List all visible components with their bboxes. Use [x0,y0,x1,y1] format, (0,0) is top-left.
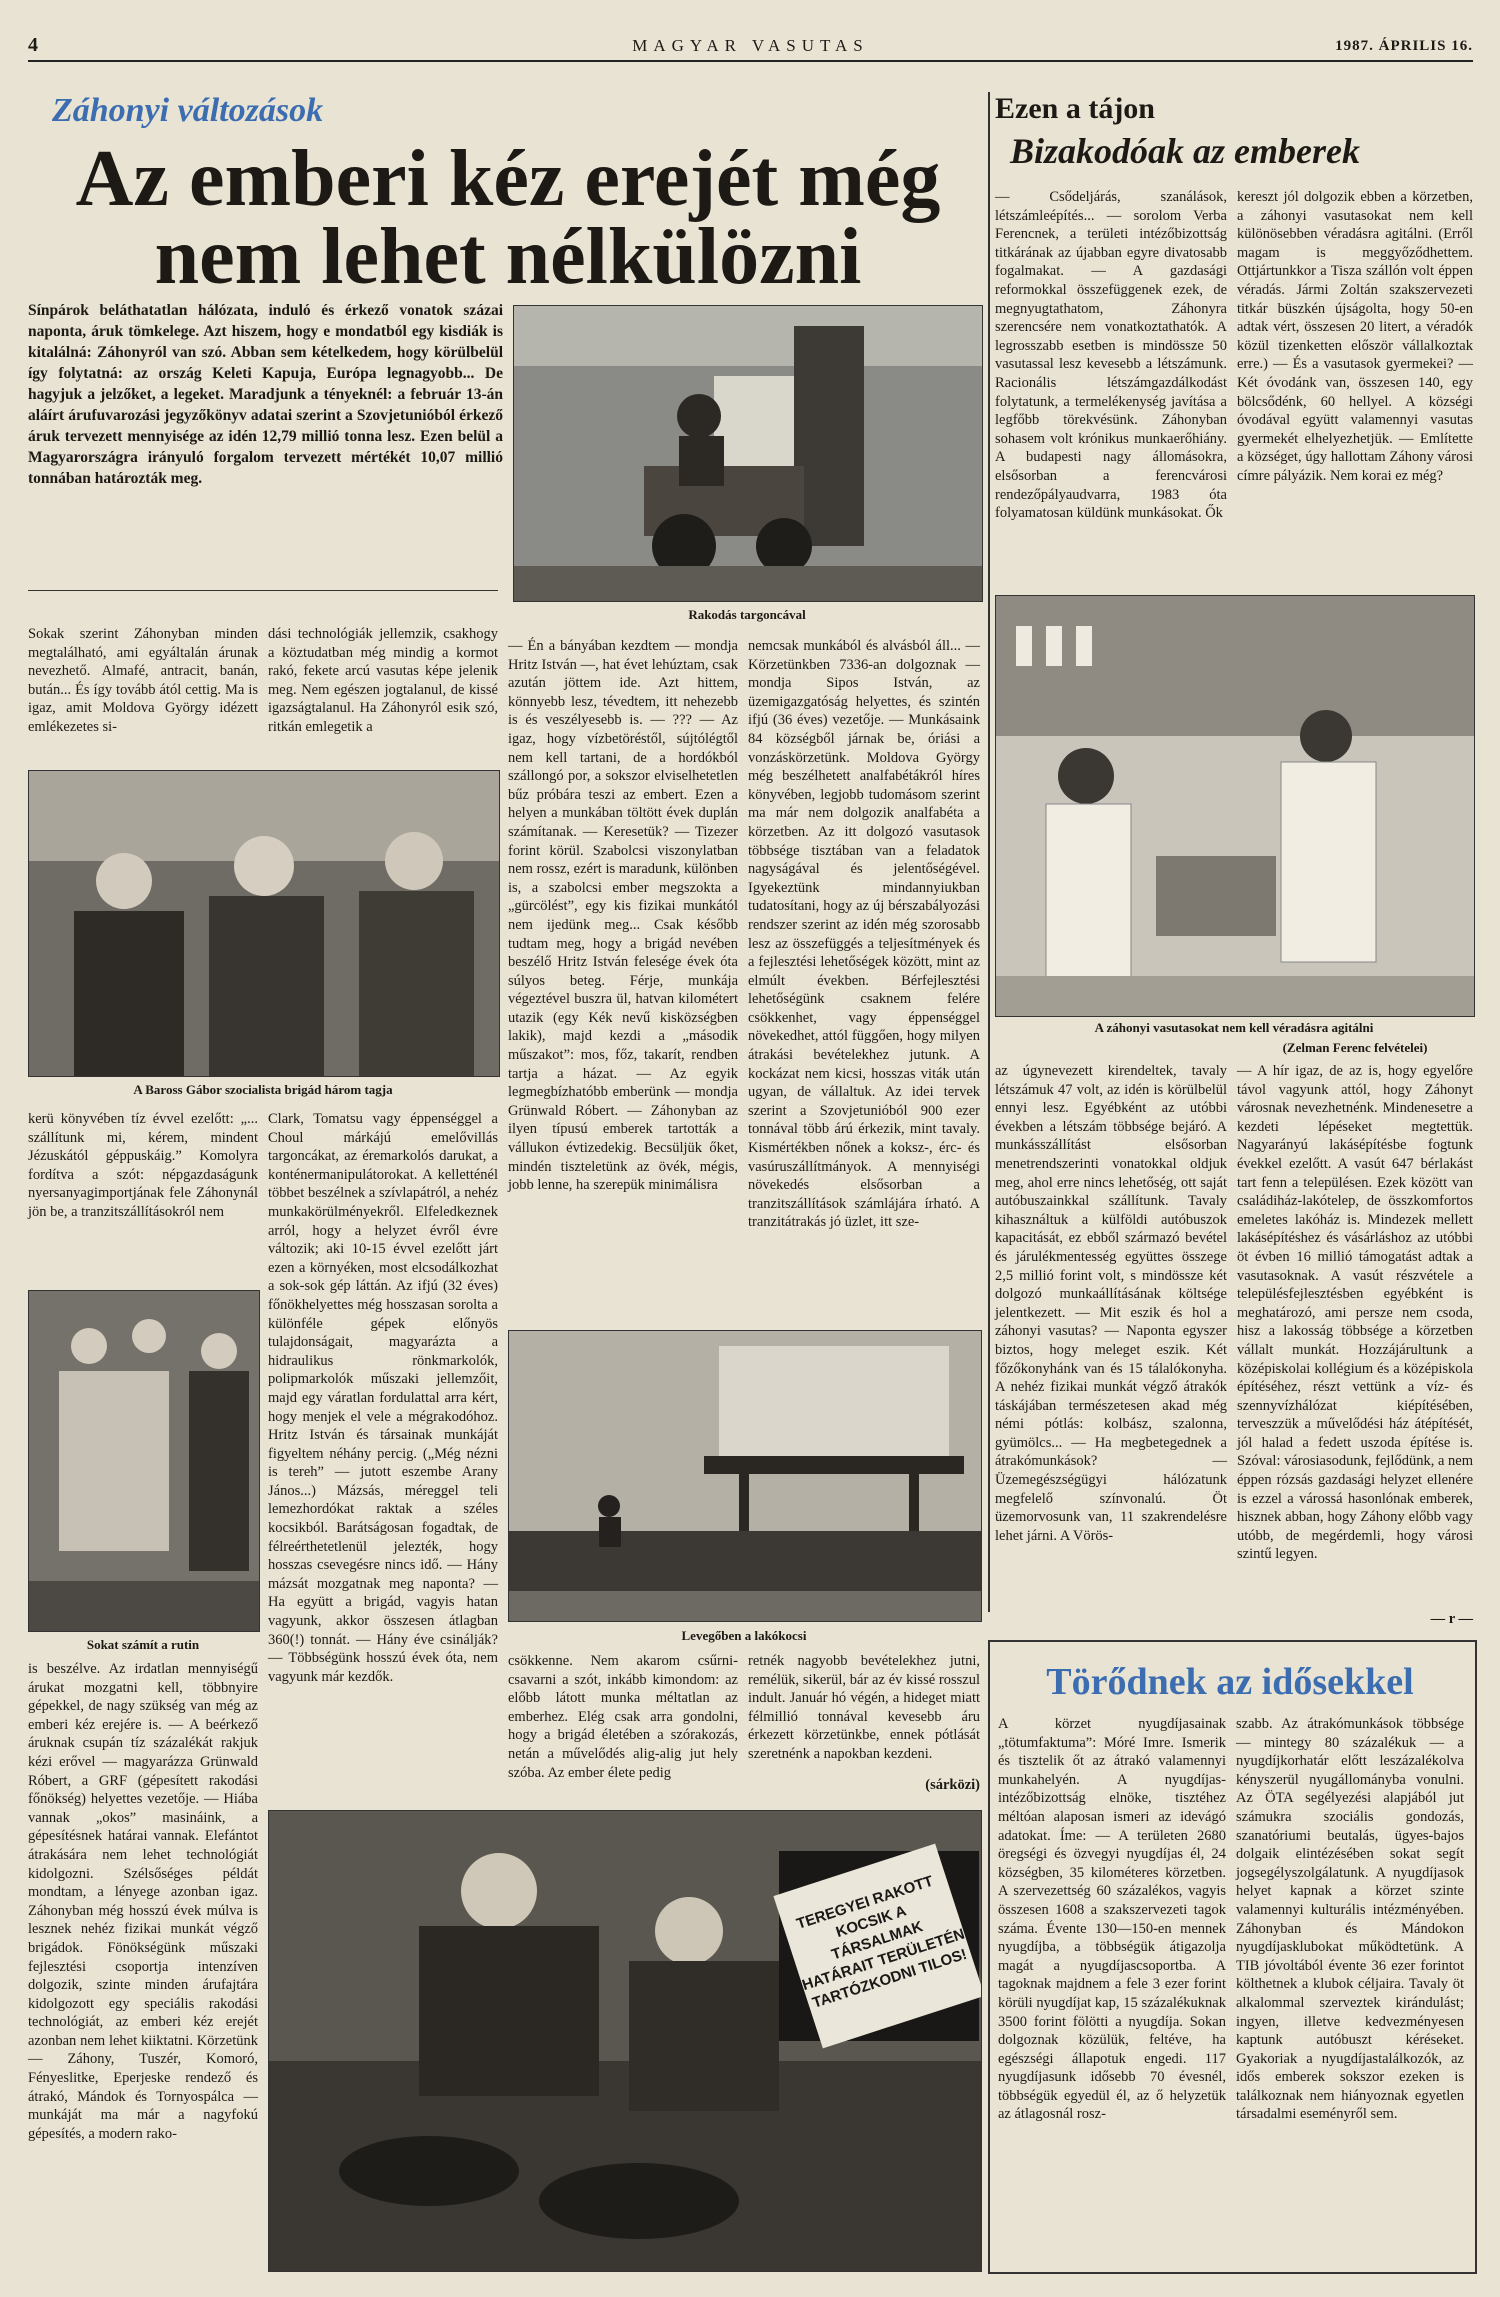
caption-forklift: Rakodás targoncával [688,607,806,622]
issue-date: 1987. ÁPRILIS 16. [1335,38,1473,54]
sidebar-col-c: az úgynevezett kirendeltek, tavaly létszámuk 47 volt, az idén is körülbelül ennyi lesz. Egyébként az utóbbi években a létszám többsége bejáró. A munkásszállítást elsősorban menetrendszerinti vonatokkal oldjuk meg, ahol erre nincs lehetőség, ott saját autóbuszainkkal szállítunk. Tavaly kihasználtuk a külföldi autóbuszok kapacitását, ez ebből származó bevétel és járulékmentesség együttes összege 2,5 millió forint volt, s mindössze két dolgozó munkaállításának költsége jelentkezett. — Mit eszik és hol a záhonyi vasutas? — Naponta egyszer biztos, hogy meleget eszik. Két főzőkonyhánk van és 15 tálalókonyha. A nehéz fizikai munkát végző átrakók táskájában természetesen akad még némi pótlás: kolbász, szalonna, gyümölcs... — Ha megbetegednek a átrakómunkások? — Üzemegészségügyi hálózatunk megfelelő színvonalú. Öt üzemorvosunk van, 11 szakrendelésre lehet járni. A Vörös- [995,1063,1227,1544]
sidebar-title: Ezen a tájon [995,92,1155,125]
paper-name: MAGYAR VASUTAS [632,36,869,55]
photo-credit: (Zelman Ferenc felvételei) [1282,1040,1428,1055]
page-header [28,30,1473,62]
rutin-illustration [29,1291,259,1631]
brigade-illustration [29,771,499,1076]
col1-mid-text: kerü könyvében tíz évvel ezelőtt: „... szállítunk mi, kérem, mindent Jézuskától géppuskáig.” Komolyra fordítva a szót: népgazdaságunk nyersanyagimportjának fele Záhonynál jön be, a tranzitszállításokról nem [28,1111,258,1220]
page-number: 4 [28,34,38,56]
col3-bottom-text: csökkenne. Nem akarom csűrni-csavarni a szót, inkább kimondom: az előbb látott munka méltatlan az emberhez. Elég csak arra gondolni, hogy a brigád életében a szórakozás, netán a művelődés alig-alig jut hely szóba. Az ember élete pedig [508,1653,738,1781]
sidebar-col-d: — A hír igaz, de az is, hogy egyelőre távol vagyunk attól, hogy Záhonyt városnak nevezhetnénk. Mindenesetre a kezdeti lépéseket megtettük. Nagyarányú lakásépítésbe fogtunk évekkel ezelőtt. A vasút 647 bérlakást tart fenn a településen. Ezek között van családiház-lakótelep, de összkomfortos emeletes lakóház is. Mindezek mellett lakásépítéshez és vásárláshoz az utóbbi öt évben 16 millió támogatást adtak a vasutasoknak. A vasút részvétele a településfejlesztésben egyébként is meghatározó, ami persze nem csoda, hisz a lakosság többsége a körzetben vállalt munkát. Hozzájárultunk a középiskolai kollégium és a középiskola építéséhez, részt vettünk a víz- és szennyvízhálózat kiépítésében, terveszzük a művelődési ház átépítését, jól halad a fedett uszoda építése is. Szóval: városiasodunk, fejlődünk, a nem éppen rózsás gazdasági helyzet ellenére is ezzel a várossá hasonlónak emberek, hisznek abban, hogy Záhony előbb vagy utóbb, de megérdemli, hogy városi szintű legyen. [1237,1063,1473,1563]
col3-top-text: — Én a bányában kezdtem — mondja Hritz István —, hat évet lehúztam, csak azután jöttem ide. Azt hittem, könnyebb lesz, tévedtem, itt nehezebb is és veszélyesebb is. — ??? — Az igaz, hogy vízbetöréstől, sújtólégtől nem kell tartani, de a hordókból szállongó por, a sokszor elviselhetetlen bűz próbára teszi az embert. Ezen a helyen a munkában töltött évek duplán számítanak. — Keresetük? — Tizezer forint körül. Szabolcsi viszonylatban nem rossz, ezért is maradunk, különben is, a szabolcsi ember megszokta a „gürcölést”, egy kis fizikai munkától nem ijedünk meg... Csak később tudtam meg, hogy a brigád nevében beszélő Hritz István felesége évek óta súlyos beteg. Férje, munkája végeztével buszra ül, hatvan kilométert utazik (egy Kék nevű kisközségben lakik), majd kezdi a „második műszakot”: mos, főz, takarít, rendben tartja a házat. — Az egyik legmegbízhatóbb emberünk — mondja Grünwald Róbert. — Záhonyban az ilyen típusú emberek tartották a vállukon évtizedekig. Becsüljük őket, mindén tiszteletünk az övék, mégis, jobb lenne, ha szerepük minimálisra [508,638,738,1194]
caption-lakokocsi: Levegőben a lakókocsi [681,1628,807,1643]
box-title: Törődnek az idősekkel [1046,1661,1414,1703]
col2-top-text: dási technológiák jellemzik, csakhogy a köztudatban még mindig a kormot rakó, fekete arcú vasutas képe jelenik meg. Nem egészen jogtalanul, de kissé igazságtalanul. Ha Záhonyról esik szó, ritkán emlegetik a [268,626,498,735]
photo-brigade [28,770,500,1077]
lab-illustration [996,596,1474,1016]
headline-line-2: nem lehet nélkülözni [154,213,862,301]
sidebar-col-b: kereszt jól dolgozik ebben a körzetben, a záhonyi vasutasokat nem kell különösebben véradásra agitálni. (Erről magam is meggyőződhettem. Ottjártunkkor a Tisza szállón volt éppen véradás. Jármi Zoltán szakszervezeti titkár büszkén újságolta, hogy 50-en adtak vért, összesen 20 litert, a véradók közül tizenketten először vállalkoztak erre.) — És a vasutasok gyermekei? — Két óvodánk van, összesen 140, egy bölcsődénk, 60 hellyel. A községi óvodával együtt valamennyi vasutas gyermekét elhelyezhetjük. — Említette a községet, úgy hallottam Záhony városi címre pályázik. Nem korai ez még? [1237,189,1473,484]
caption-rutin: Sokat számít a rutin [86,1637,200,1652]
sidebar-signature: — r — [1430,1611,1473,1627]
photo-rutin [28,1290,260,1632]
article-lead: Sínpárok beláthatatlan hálózata, induló és érkező vonatok százai naponta, áruk tömkelege. Azt hiszem, hogy e mondatból egy kisdiák is kitalálná: Záhonyról van szó. Abban sem kételkedem, hogy körülbelül így folytatná: az ország Keleti Kapuja, Európa legnagyobb... De hagyjuk a jelzőket, a legeket. Maradjunk a tényeknél: a február 13-án aláírt árufuvarozási jegyzőkönyv adatai szerint a Szovjetunióból érkező áruk tervezett mennyisége az idén 12,79 millió tonna lesz. Ezen belül a Magyarországra irányuló forgalom tervezett mértékét 10,07 millió tonnában határozták meg. [28,302,503,487]
box-col-b: szabb. Az átrakómunkások többsége — mintegy 80 százalékuk — a nyugdíjkorhatár előtt leszázalékolva kényszerül nyugállományba vonulni. Az ÖTA segélyezési alapjából jut számukra szociális gondozás, szanatóriumi beutalás, ügyes-bajos dolgaik elintézésében sokat segít jogsegélyszolgálatunk. A nyugdíjasok helyet kapnak a körzet szinte valamennyi kulturális intézményében. Záhonyban és Mándokon nyugdíjasklubokat működtetünk. A TIB jóvoltából évente 36 ezer forintot költhetnek a klubok céljaira. Tavaly öt alkalommal szerveztek kirándulást; ingyen, illetve kedvezményesen kaptunk autóbuszt kéréseket. Gyakoriak a nyugdíjastalálkozók, az idős emberek sokszor ezeken is találkoznak nem hiányoznak egyetlen társadalmi eseményről sem. [1236,1716,1464,2123]
photo-lakokocsi [508,1330,982,1622]
forklift-illustration [514,306,982,601]
sidebar-col-a: — Csődeljárás, szanálások, létszámleépítés... — sorolom Verba Ferencnek, a területi intézőbizottság titkárának az újabban egyre divatosabb fogalmakat. — A gazdasági reformokkal összefüggenek ezek, de megnyugtathatom, Záhonyra szerencsére nem vonatkoztathatók. A legrosszabb esetben is mindössze 50 vasutassal lesz kevesebb a létszámunk. Racionális létszámgazdálkodást folytatunk, a termelékenység javítása a legfőbb törekvésünk. Záhonyban sohasem volt krónikus munkaerőhiány. A budapesti nagy állomásokra, elsősorban a ferencvárosi rendezőpályaudvarra, 1983 óta folyamatosan küldünk munkásokat. Ők [995,189,1227,522]
sidebar-subtitle: Bizakodóak az emberek [1010,131,1360,171]
photo-forklift [513,305,983,602]
box-col-a: A körzet nyugdíjasainak „tötumfaktuma”: Móré Imre. Ismerik és tisztelik őt az átrakó valamennyi munkahelyén. A nyugdíjas-intézőbizottság elnöke, tisztéhez méltóan alaposan ismeri az idevágó adatokat. Íme: — A területen 2680 öregségi és özvegyi nyugdíjas él, 24 községben, 35 kilométeres körzetben. A szervezettség 60 százalékos, vagyis összesen 1608 a szakszervezeti tagok száma. Évente 130—150-en mennek nyugdíjba, a többségük átigazolja magát a nyugdíjascsoportba. A tagoknak majdnem a fele 3 ezer forint körüli nyugdíjat kap, 15 százalékuknak 3500 forint fölötti a nyugdíja. Sokan dolgoznak közülük, feltéve, ha egészségi állapotuk engedi. 117 nyugdíjasunk idősebb 70 évesnél, többségük egyedül él, az ő helyzetük az átlagosnál rosz- [998,1716,1226,2123]
warning-sign: TEREGYEI RAKOTT KOCSIK A TÁRSALMAK HATÁRAIT TERÜLETÉN TARTÓZKODNI TILOS! [773,1844,982,2049]
article-signature: (sárközi) [925,1777,980,1793]
caption-lab: A záhonyi vasutasokat nem kell véradásra agitálni [1094,1020,1374,1035]
photo-workers-barrels [268,1810,982,2272]
col1-top-text: Sokak szerint Záhonyban minden megtalálható, ami egyáltalán árunak nevezhető. Almafé, antracit, banán, bután... És így tovább ától cettig. Ma is igaz, amit Moldova György idézett emlékezetes si- [28,626,258,735]
article-kicker: Záhonyi változások [52,92,324,129]
lakokocsi-illustration [509,1331,981,1621]
column-divider [988,92,990,1612]
headline-line-1: Az emberi kéz erejét még [75,135,941,223]
caption-brigade: A Baross Gábor szocialista brigád három tagja [133,1082,393,1097]
col2-mid-text: Clark, Tomatsu vagy éppenséggel a Choul márkájú emelővillás targoncákat, az éremarkolós darukat, a konténermanipulátorokat. A kelletténél többet beszélnek a szívlapátról, a nehéz munkakörülményekről. Elfeledkeznek arról, hogy a helyzet évről évre változik; aki 10-15 évvel ezelőtt járt ezen a környéken, most elcsodálkozhat a sok-sok gép láttán. Az ifjú (32 éves) főnökhelyettes még hosszasan sorolta a különféle gépek előnyös tulajdonságait, magyarázta a hidraulikus rönkmarkolók, polipmarkolók műszaki jellemzőit, majd egy váratlan fordulattal arra kért, hogy menjek el vele a mégrakodóhoz. Hritz István és társainak munkáját figyeltem néhány percig. („Még nézni is tereh” — jutott eszembe Arany János...) Mázsás, méreggel teli lemezhordókat raktak a széles kocsikból. Barátságosan fogadtak, de félreérthetetlenül jelezték, hogy hosszas csevegésre nincs idő. — Hány mázsát mozgatnak meg naponta? — Ha együtt a brigád, vagyis hatan vagyunk, akkor összesen átlagban 360(!) tonnát. — Hány éve csinálják? — Többségünk hosszú évek óta, nem vagyunk már kezdők. [268,1111,498,1685]
lead-divider [28,590,498,591]
article-headline [28,135,988,301]
col4-top-text: nemcsak munkából és alvásból áll... — Körzetünkben 7336-an dolgoznak — mondja Sipos István, az üzemigazgatóság helyettes, és szintén ifjú (36 éves) vezetője. — Munkásaink 84 községből járnak be, óriási a vonzáskörzetünk. Moldova György még beszélhetett analfabétákról híres könyvében, legjobb tudomásom szerint ma már nem dolgozik analfabéta a körzetben. Az itt dolgozó vasutasok többsége tisztában van a feladatok nagyságával és jelentőségével. Igyekeztünk mindannyiukban tudatosítani, hogy az új bérszabályozási rendszer szerint az idén még szorosabb lesz az összefüggés a teljesítmények és a fejlesztési lehetőségek között, mint az elmúlt években. Bérfejlesztési lehetőségünk csaknem felére csökkenhet, vagy éppenséggel növekedhet, attól függően, hogy milyen átrakási bevételekhez jutunk. A kockázat nem kicsi, hosszas viták után ugyan, de vállaltuk. Az idei tervek szerint a Szovjetunióból 900 ezer tonnával több árú érkezik, mint tavaly. Kismértékben nőnek a koksz-, érc- és vasúruszállítmányok. A mennyiségi növekedés elsősorban a tranzitszállítások számlájára írható. A tranzitátrakás jó üzlet, itt sze- [748,638,980,1231]
col1-bottom-text: is beszélve. Az irdatlan mennyiségű árukat mozgatni kell, többnyire gépekkel, de nagy szükség van még az emberi kéz erejére is. — A beérkező áruknak csupán tíz százalékát rakjuk kézi erővel — magyarázza Grünwald Róbert, a GRF (gépesített rakodási főnökség) helyettes vezetője. — Hiába vannak „okos” masináink, a gépesítésnek határai vannak. Elefántot átrakására nem lehet technológiát kidolgozni. Szélsőséges példát mondtam, a lényege azonban igaz. Záhonyban még hosszú évek múlva is lesznek nehéz fizikai munkát végző brigádok. Fönökségünk műszaki fejlesztési csoportja intenzíven dolgozik, szinte minden árufajtára kidolgozott egy speciális rakodási technológiát, az emberi kéz erejét azonban nem lehet kiiktatni. Körzetünk — Záhony, Tuszér, Komoró, Fényeslitke, Eperjeske rendező és átrakó, Mándok és Tornyospálca — munkáját ma már a nagyfokú gépesítés, a modern rako- [28,1661,258,2142]
photo-lab [995,595,1475,1017]
col4-bottom-text: retnék nagyobb bevételekhez jutni, remélük, sikerül, bár az év kissé rosszul indult. Január hó végén, a hideget miatt félmillió tonnával kevesebb áru érkezett körzetünkbe, ennek pótlását szeretnénk a napokban kezdeni. [748,1653,980,1762]
